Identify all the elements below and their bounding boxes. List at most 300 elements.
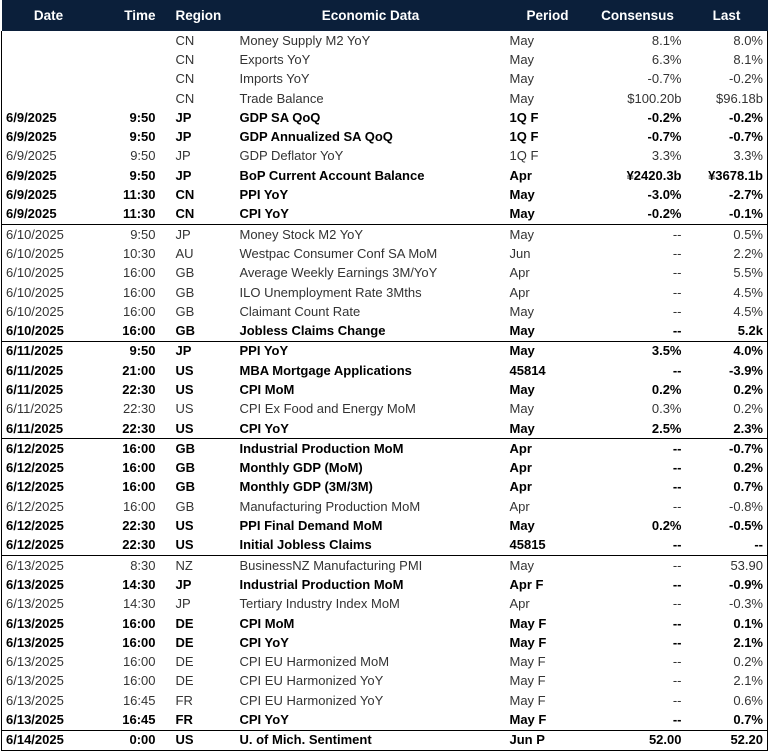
- cell-economic-data: BusinessNZ Manufacturing PMI: [230, 556, 506, 576]
- cell-economic-data: CPI EU Harmonized MoM: [239, 654, 390, 670]
- table-row[interactable]: [2, 536, 768, 556]
- table-row[interactable]: [2, 478, 768, 497]
- cell-time: 22:30: [122, 401, 156, 417]
- cell-region: US: [166, 730, 230, 750]
- cell-date: 6/11/2025: [2, 380, 96, 399]
- cell-time: 16:00: [122, 634, 156, 650]
- cell-consensus: --: [672, 576, 682, 592]
- table-row[interactable]: [2, 70, 768, 89]
- cell-time: 14:30: [122, 596, 156, 612]
- cell-period: 1Q F: [509, 148, 539, 164]
- table-row[interactable]: [2, 710, 768, 730]
- cell-period: May F: [509, 654, 546, 670]
- table-row[interactable]: [2, 730, 768, 750]
- cell-time: 16:00: [122, 303, 156, 319]
- table-row[interactable]: [2, 31, 768, 50]
- cell-last: 8.1%: [686, 50, 768, 69]
- cell-region: GB: [175, 460, 195, 476]
- cell-last: 4.5%: [686, 283, 768, 302]
- cell-consensus: --: [590, 556, 686, 576]
- cell-region: US: [175, 537, 194, 553]
- cell-last: -0.3%: [686, 595, 768, 614]
- col-header-period[interactable]: Period: [506, 0, 590, 31]
- cell-period: May: [506, 556, 590, 576]
- cell-period: Jun P: [506, 730, 590, 750]
- cell-date: 6/13/2025: [2, 556, 96, 576]
- cell-region: US: [175, 518, 194, 534]
- col-header-last[interactable]: Last: [686, 0, 768, 31]
- cell-region: CN: [175, 32, 195, 48]
- cell-consensus: --: [672, 673, 682, 689]
- col-header-date[interactable]: Date: [2, 0, 96, 31]
- cell-last: 52.20: [686, 730, 768, 750]
- cell-consensus: 2.5%: [651, 420, 682, 436]
- cell-economic-data: Monthly GDP (3M/3M): [239, 479, 373, 495]
- cell-economic-data: Imports YoY: [239, 71, 310, 87]
- table-body: [2, 31, 768, 750]
- cell-date: [2, 70, 96, 89]
- cell-region: AU: [175, 245, 194, 261]
- table-row[interactable]: [2, 341, 768, 361]
- cell-last: -0.9%: [686, 575, 768, 594]
- cell-time: 16:45: [122, 692, 156, 708]
- table-row[interactable]: [2, 595, 768, 614]
- cell-date: 6/9/2025: [2, 127, 96, 146]
- cell-economic-data: CPI Ex Food and Energy MoM: [239, 401, 416, 417]
- cell-last: 5.2k: [686, 321, 768, 341]
- cell-consensus: --: [672, 712, 682, 728]
- table-row[interactable]: [2, 50, 768, 69]
- cell-period: Apr: [506, 439, 590, 459]
- cell-last: -3.9%: [686, 361, 768, 380]
- table-row[interactable]: [2, 614, 768, 633]
- cell-date: 6/10/2025: [2, 321, 96, 341]
- cell-date: 6/12/2025: [2, 516, 96, 535]
- cell-last: 3.3%: [686, 147, 768, 166]
- cell-last: -0.5%: [686, 516, 768, 535]
- cell-economic-data: Exports YoY: [239, 51, 311, 67]
- cell-economic-data: Industrial Production MoM: [230, 439, 506, 459]
- cell-date: 6/13/2025: [2, 710, 96, 730]
- cell-consensus: 0.2%: [651, 381, 682, 397]
- cell-date: [2, 50, 96, 69]
- table-row[interactable]: [2, 380, 768, 399]
- cell-last: -2.7%: [686, 185, 768, 204]
- cell-period: 1Q F: [509, 129, 539, 145]
- cell-region: US: [175, 401, 194, 417]
- col-header-time[interactable]: Time: [96, 0, 166, 31]
- cell-economic-data: ILO Unemployment Rate 3Mths: [239, 284, 422, 300]
- table-row[interactable]: [2, 497, 768, 516]
- cell-period: Apr: [509, 167, 532, 183]
- cell-consensus: --: [590, 224, 686, 244]
- cell-time: 11:30: [122, 206, 156, 222]
- table-row[interactable]: [2, 283, 768, 302]
- cell-economic-data: PPI Final Demand MoM: [239, 518, 383, 534]
- cell-consensus: --: [672, 692, 682, 708]
- cell-period: Apr: [509, 460, 532, 476]
- cell-region: DE: [175, 654, 194, 670]
- cell-region: GB: [166, 439, 230, 459]
- cell-consensus: -0.2%: [647, 206, 682, 222]
- cell-last: -0.1%: [686, 205, 768, 225]
- cell-time: 9:50: [96, 341, 166, 361]
- cell-period: May: [509, 187, 535, 203]
- cell-region: CN: [175, 187, 195, 203]
- cell-region: JP: [166, 341, 230, 361]
- cell-region: CN: [175, 51, 195, 67]
- cell-region: GB: [175, 498, 195, 514]
- cell-consensus: --: [672, 303, 682, 319]
- col-header-economic-data[interactable]: Economic Data: [230, 0, 506, 31]
- cell-region: JP: [175, 129, 192, 145]
- cell-period: May: [509, 303, 535, 319]
- cell-last: -0.7%: [686, 439, 768, 459]
- cell-economic-data: U. of Mich. Sentiment: [230, 730, 506, 750]
- cell-date: 6/12/2025: [2, 478, 96, 497]
- cell-last: 8.0%: [686, 31, 768, 50]
- cell-last: ¥3678.1b: [686, 166, 768, 185]
- cell-period: May: [509, 401, 535, 417]
- cell-economic-data: Monthly GDP (MoM): [239, 460, 363, 476]
- cell-last: 0.2%: [686, 380, 768, 399]
- cell-economic-data: GDP Deflator YoY: [239, 148, 344, 164]
- table-row[interactable]: [2, 633, 768, 652]
- cell-economic-data: Money Stock M2 YoY: [230, 224, 506, 244]
- cell-period: May F: [509, 692, 546, 708]
- cell-region: DE: [175, 673, 194, 689]
- cell-last: 53.90: [686, 556, 768, 576]
- cell-economic-data: GDP SA QoQ: [239, 109, 321, 125]
- table-row[interactable]: [2, 205, 768, 225]
- table-row[interactable]: [2, 459, 768, 478]
- cell-last: 0.7%: [686, 478, 768, 497]
- cell-time: 9:50: [129, 129, 156, 145]
- cell-time: 22:30: [122, 381, 156, 397]
- cell-time: 16:00: [122, 265, 156, 281]
- cell-consensus: --: [672, 362, 682, 378]
- cell-last: 4.0%: [686, 341, 768, 361]
- cell-last: -0.2%: [686, 108, 768, 127]
- cell-economic-data: CPI EU Harmonized YoY: [239, 673, 384, 689]
- table-row[interactable]: [2, 672, 768, 691]
- cell-last: 2.3%: [686, 419, 768, 439]
- cell-time: 9:50: [129, 167, 156, 183]
- cell-period: May F: [509, 673, 546, 689]
- header-row: [2, 0, 768, 31]
- cell-time: [96, 70, 166, 89]
- cell-time: 16:00: [122, 479, 156, 495]
- cell-economic-data: CPI YoY: [239, 712, 289, 728]
- cell-time: 22:30: [122, 420, 156, 436]
- cell-last: -0.7%: [686, 127, 768, 146]
- cell-date: 6/13/2025: [2, 653, 96, 672]
- cell-economic-data: Money Supply M2 YoY: [239, 32, 371, 48]
- cell-consensus: --: [672, 284, 682, 300]
- cell-time: 16:00: [122, 323, 156, 339]
- table-row[interactable]: [2, 439, 768, 459]
- table-row[interactable]: [2, 166, 768, 185]
- cell-economic-data: Jobless Claims Change: [239, 323, 386, 339]
- cell-period: May: [506, 341, 590, 361]
- table-row[interactable]: [2, 108, 768, 127]
- cell-period: May: [509, 381, 535, 397]
- col-header-region[interactable]: Region: [166, 0, 230, 31]
- cell-date: 6/13/2025: [2, 691, 96, 710]
- table-row[interactable]: [2, 147, 768, 166]
- cell-economic-data: CPI YoY: [239, 420, 289, 436]
- cell-time: 22:30: [122, 537, 156, 553]
- cell-date: [2, 31, 96, 50]
- table-row[interactable]: [2, 264, 768, 283]
- cell-date: 6/13/2025: [2, 595, 96, 614]
- table-row[interactable]: [2, 361, 768, 380]
- cell-period: May F: [509, 634, 547, 650]
- cell-date: 6/9/2025: [2, 185, 96, 204]
- cell-consensus: 6.3%: [651, 51, 682, 67]
- economic-calendar-table: [1, 0, 768, 751]
- cell-region: JP: [175, 596, 191, 612]
- cell-last: 0.2%: [686, 400, 768, 419]
- cell-period: Apr: [509, 284, 530, 300]
- cell-date: 6/14/2025: [2, 730, 96, 750]
- cell-last: 2.2%: [686, 244, 768, 263]
- cell-date: 6/13/2025: [2, 575, 96, 594]
- cell-consensus: --: [672, 245, 682, 261]
- cell-last: $96.18b: [686, 89, 768, 108]
- cell-time: 16:00: [122, 673, 156, 689]
- table-row[interactable]: [2, 321, 768, 341]
- cell-date: 6/12/2025: [2, 497, 96, 516]
- cell-consensus: --: [672, 323, 682, 339]
- cell-economic-data: Manufacturing Production MoM: [239, 498, 421, 514]
- cell-date: 6/10/2025: [2, 244, 96, 263]
- cell-last: 0.2%: [686, 459, 768, 478]
- cell-last: --: [686, 536, 768, 556]
- cell-time: 16:00: [122, 615, 156, 631]
- cell-economic-data: CPI MoM: [239, 615, 295, 631]
- cell-date: 6/10/2025: [2, 302, 96, 321]
- cell-period: May: [509, 206, 535, 222]
- cell-economic-data: PPI YoY: [230, 341, 506, 361]
- cell-economic-data: Westpac Consumer Conf SA MoM: [239, 245, 438, 261]
- cell-time: 9:50: [96, 224, 166, 244]
- cell-last: 2.1%: [686, 633, 768, 652]
- cell-region: JP: [175, 167, 192, 183]
- cell-economic-data: CPI MoM: [239, 381, 295, 397]
- cell-economic-data: CPI YoY: [239, 206, 289, 222]
- cell-date: 6/13/2025: [2, 672, 96, 691]
- cell-date: 6/11/2025: [2, 400, 96, 419]
- cell-region: US: [175, 420, 194, 436]
- cell-economic-data: Initial Jobless Claims: [239, 537, 372, 553]
- cell-date: 6/10/2025: [2, 224, 96, 244]
- cell-consensus: --: [672, 479, 682, 495]
- cell-date: 6/12/2025: [2, 536, 96, 556]
- cell-region: CN: [175, 206, 195, 222]
- cell-consensus: --: [672, 615, 682, 631]
- cell-period: Apr: [509, 596, 530, 612]
- cell-time: 9:50: [129, 109, 156, 125]
- cell-region: FR: [175, 712, 193, 728]
- cell-consensus: --: [672, 498, 682, 514]
- cell-consensus: 0.3%: [651, 401, 682, 417]
- cell-consensus: --: [590, 439, 686, 459]
- cell-time: 21:00: [122, 362, 156, 378]
- cell-date: 6/13/2025: [2, 614, 96, 633]
- cell-economic-data: MBA Mortgage Applications: [239, 362, 412, 378]
- table-row[interactable]: [2, 89, 768, 108]
- cell-consensus: --: [672, 537, 682, 553]
- table-row[interactable]: [2, 224, 768, 244]
- cell-time: 16:00: [96, 439, 166, 459]
- cell-consensus: 3.5%: [590, 341, 686, 361]
- cell-region: GB: [175, 479, 195, 495]
- cell-region: JP: [175, 109, 192, 125]
- cell-consensus: --: [672, 634, 682, 650]
- cell-consensus: --: [672, 265, 682, 281]
- cell-economic-data: CPI EU Harmonized YoY: [239, 692, 384, 708]
- cell-last: 5.5%: [686, 264, 768, 283]
- table-row[interactable]: [2, 653, 768, 672]
- cell-time: 14:30: [122, 576, 156, 592]
- cell-time: 11:30: [122, 187, 156, 203]
- cell-period: May: [509, 32, 535, 48]
- cell-last: 0.5%: [686, 224, 768, 244]
- cell-region: FR: [175, 692, 193, 708]
- cell-time: 0:00: [96, 730, 166, 750]
- cell-region: US: [175, 362, 194, 378]
- cell-period: May: [509, 90, 535, 106]
- cell-region: GB: [175, 303, 195, 319]
- cell-date: 6/12/2025: [2, 459, 96, 478]
- cell-date: 6/11/2025: [2, 361, 96, 380]
- cell-period: May: [509, 420, 535, 436]
- cell-time: 9:50: [130, 148, 156, 164]
- table-row[interactable]: [2, 575, 768, 594]
- cell-consensus: 52.00: [590, 730, 686, 750]
- table-row[interactable]: [2, 244, 768, 263]
- cell-last: -0.8%: [686, 497, 768, 516]
- cell-consensus: 8.1%: [651, 32, 682, 48]
- cell-date: 6/9/2025: [2, 147, 96, 166]
- cell-date: [2, 89, 96, 108]
- cell-last: 0.1%: [686, 614, 768, 633]
- cell-consensus: 0.2%: [651, 518, 682, 534]
- cell-economic-data: PPI YoY: [239, 187, 289, 203]
- cell-economic-data: CPI YoY: [239, 634, 289, 650]
- cell-region: JP: [175, 576, 192, 592]
- cell-region: GB: [175, 284, 195, 300]
- table-row[interactable]: [2, 400, 768, 419]
- cell-consensus: $100.20b: [627, 90, 682, 106]
- cell-consensus: 3.3%: [651, 148, 682, 164]
- cell-date: 6/13/2025: [2, 633, 96, 652]
- cell-time: [96, 31, 166, 50]
- cell-region: CN: [175, 71, 195, 87]
- table-row[interactable]: [2, 127, 768, 146]
- table-row[interactable]: [2, 185, 768, 204]
- cell-time: [96, 89, 166, 108]
- cell-economic-data: BoP Current Account Balance: [239, 167, 425, 183]
- cell-period: 1Q F: [509, 109, 539, 125]
- cell-consensus: --: [672, 460, 682, 476]
- cell-region: JP: [166, 224, 230, 244]
- cell-date: 6/12/2025: [2, 439, 96, 459]
- cell-date: 6/11/2025: [2, 419, 96, 439]
- cell-period: May: [506, 224, 590, 244]
- cell-consensus: ¥2420.3b: [626, 167, 682, 183]
- cell-consensus: -3.0%: [647, 187, 682, 203]
- cell-last: -0.2%: [686, 70, 768, 89]
- cell-last: 0.7%: [686, 710, 768, 730]
- cell-consensus: -0.7%: [647, 71, 682, 87]
- cell-time: 16:45: [122, 712, 156, 728]
- cell-date: 6/10/2025: [2, 264, 96, 283]
- cell-consensus: --: [672, 654, 682, 670]
- cell-period: May F: [509, 615, 547, 631]
- table-row[interactable]: [2, 302, 768, 321]
- cell-date: 6/9/2025: [2, 205, 96, 225]
- cell-time: [96, 50, 166, 69]
- cell-period: Apr: [509, 498, 530, 514]
- cell-date: 6/9/2025: [2, 108, 96, 127]
- cell-economic-data: Industrial Production MoM: [239, 576, 404, 592]
- table-row[interactable]: [2, 516, 768, 535]
- cell-date: 6/11/2025: [2, 341, 96, 361]
- cell-region: GB: [175, 323, 195, 339]
- cell-time: 16:00: [122, 654, 156, 670]
- cell-region: US: [175, 381, 194, 397]
- cell-period: Apr: [509, 265, 530, 281]
- cell-last: 4.5%: [686, 302, 768, 321]
- cell-time: 10:30: [122, 245, 156, 261]
- cell-period: May: [509, 51, 535, 67]
- table-row[interactable]: [2, 556, 768, 576]
- cell-time: 16:00: [122, 498, 156, 514]
- col-header-consensus[interactable]: Consensus: [590, 0, 686, 31]
- cell-period: May: [509, 71, 535, 87]
- cell-region: CN: [175, 90, 195, 106]
- cell-region: DE: [175, 634, 194, 650]
- cell-economic-data: Tertiary Industry Index MoM: [239, 596, 400, 612]
- cell-consensus: -0.2%: [647, 109, 682, 125]
- table-row[interactable]: [2, 691, 768, 710]
- cell-region: NZ: [166, 556, 230, 576]
- cell-region: DE: [175, 615, 194, 631]
- cell-time: 22:30: [122, 518, 156, 534]
- cell-last: 0.6%: [686, 691, 768, 710]
- cell-economic-data: Trade Balance: [239, 90, 324, 106]
- cell-last: 2.1%: [686, 672, 768, 691]
- cell-period: 45815: [509, 537, 546, 553]
- cell-period: Apr: [509, 479, 532, 495]
- cell-region: GB: [175, 265, 195, 281]
- cell-economic-data: Average Weekly Earnings 3M/YoY: [239, 265, 438, 281]
- cell-time: 16:00: [122, 460, 156, 476]
- cell-period: Apr F: [509, 576, 544, 592]
- table-row[interactable]: [2, 419, 768, 439]
- cell-time: 16:00: [122, 284, 156, 300]
- cell-period: May: [509, 323, 535, 339]
- cell-date: 6/10/2025: [2, 283, 96, 302]
- cell-consensus: --: [672, 596, 682, 612]
- cell-region: JP: [175, 148, 191, 164]
- cell-consensus: -0.7%: [647, 129, 682, 145]
- cell-economic-data: GDP Annualized SA QoQ: [239, 129, 393, 145]
- cell-date: 6/9/2025: [2, 166, 96, 185]
- cell-period: 45814: [509, 362, 546, 378]
